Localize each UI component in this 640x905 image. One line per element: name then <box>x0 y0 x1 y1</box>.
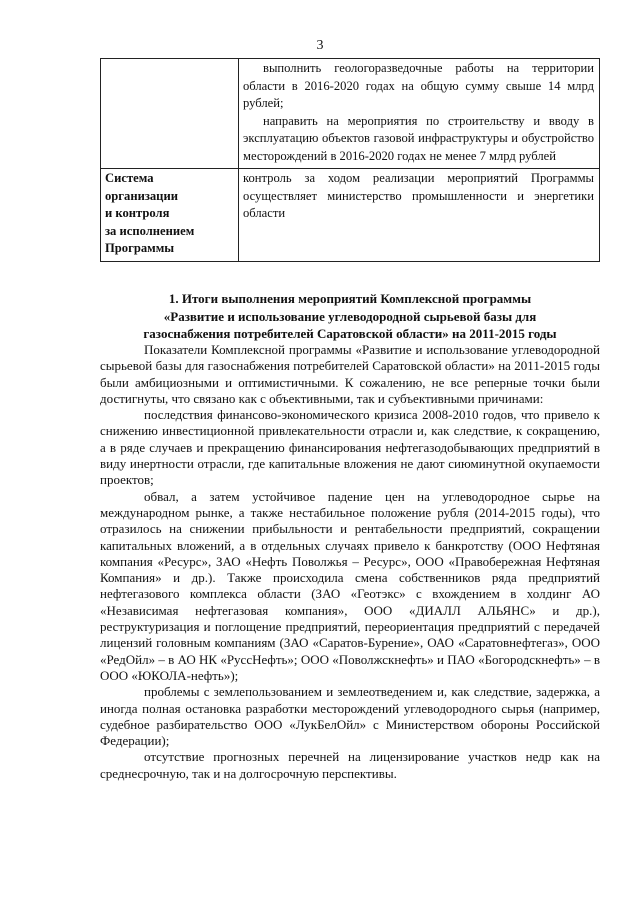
section-heading <box>100 290 600 343</box>
row-label-line: и контроля <box>105 206 170 220</box>
paragraph: обвал, а затем устойчивое падение цен на углеводородное сырье на международном рынке, а также нестабильное положение рубля (2014-2015 годы), что отразилось на снижении прибыльности и рентабельности предприятий, сокращении капитальных вложений, а в отдельных случаях привело к банкротству (ООО Нефтяная компания «Ресурс», ЗАО «Нефть Поволжья – Ресурс», ООО «Правобережная Нефтяная Компания» и др.). Также происходила смена собственников ряда предприятий нефтегазового комплекса области (ЗАО «Геотэкс» с вхождением в холдинг АО «Независимая нефтегазовая компания», ООО «ДИАЛЛ АЛЬЯНС» и др.), реструктуризация и поглощение предприятий, переориентация предприятий с передачей лицензий головным компаниям (ЗАО «Саратов-Бурение», ОАО «Саратовнефтегаз», ООО «РедОйл» – в АО НК «РуссНефть»; ООО «Поволжскнефть» и ПАО «Богородскнефть» – в ООО «ЮКОЛА-нефть»); <box>100 488 600 683</box>
heading-line: «Развитие и использование углеводородной сырьевой базы для <box>163 308 537 324</box>
table-cell-goals <box>239 59 600 169</box>
table-cell-label <box>101 169 239 262</box>
table-row <box>101 59 600 169</box>
paragraph: отсутствие прогнозных перечней на лицензирование участков недр как на среднесрочную, так и на долгосрочную перспективы. <box>100 749 600 781</box>
paragraph: Показатели Комплексной программы «Развитие и использование углеводородной сырьевой базы для газоснабжения потребителей Саратовской области» на 2011-2015 годы были амбициозными и оптимистичными. К сожалению, не все реперные точки были достигнуты, что связано как с объективными, так и субъективными причинами: <box>100 342 600 406</box>
page-number: 3 <box>316 38 324 53</box>
table-row <box>101 169 600 262</box>
row-label-line: организации <box>105 188 178 203</box>
row-label-line: Система <box>105 171 154 185</box>
table-cell-control-text: контроль за ходом реализации мероприятий Программы осуществляет министерство промышленности и энергетики области <box>239 169 600 262</box>
table-cell-empty <box>101 59 239 169</box>
heading-line: газоснабжения потребителей Саратовской области» на 2011-2015 годы <box>143 326 557 341</box>
program-table <box>100 58 600 262</box>
paragraph: последствия финансово-экономического кризиса 2008-2010 годов, что привело к снижению инвестиционной привлекательности отрасли и, как следствие, к сокращению, а в ряде случаев и прекращению финансирования нефтегазодобывающих предприятий в виду инертности отрасли, где капитальные вложения не дают сиюминутной окупаемости проектов; <box>100 407 600 488</box>
heading-line: 1. Итоги выполнения мероприятий Комплексной программы <box>168 291 532 306</box>
goal-item: направить на мероприятия по строительству и вводу в эксплуатацию объектов газовой инфраструктуры и обустройство месторождений в 2016-2020 годах не менее 7 млрд рублей <box>243 113 594 163</box>
body-text <box>100 342 600 782</box>
row-label-line: Программы <box>105 241 175 255</box>
row-label-line: за исполнением <box>105 223 195 238</box>
paragraph: проблемы с землепользованием и землеотведением и, как следствие, задержка, а иногда полная остановка разработки месторождений углеводородного сырья (например, судебное разбирательство ООО «ЛукБелОйл» с Министерством обороны Российской Федерации); <box>100 684 600 749</box>
goal-item: выполнить геологоразведочные работы на территории области в 2016-2020 годах на общую сумму свыше 14 млрд рублей; <box>243 61 594 110</box>
